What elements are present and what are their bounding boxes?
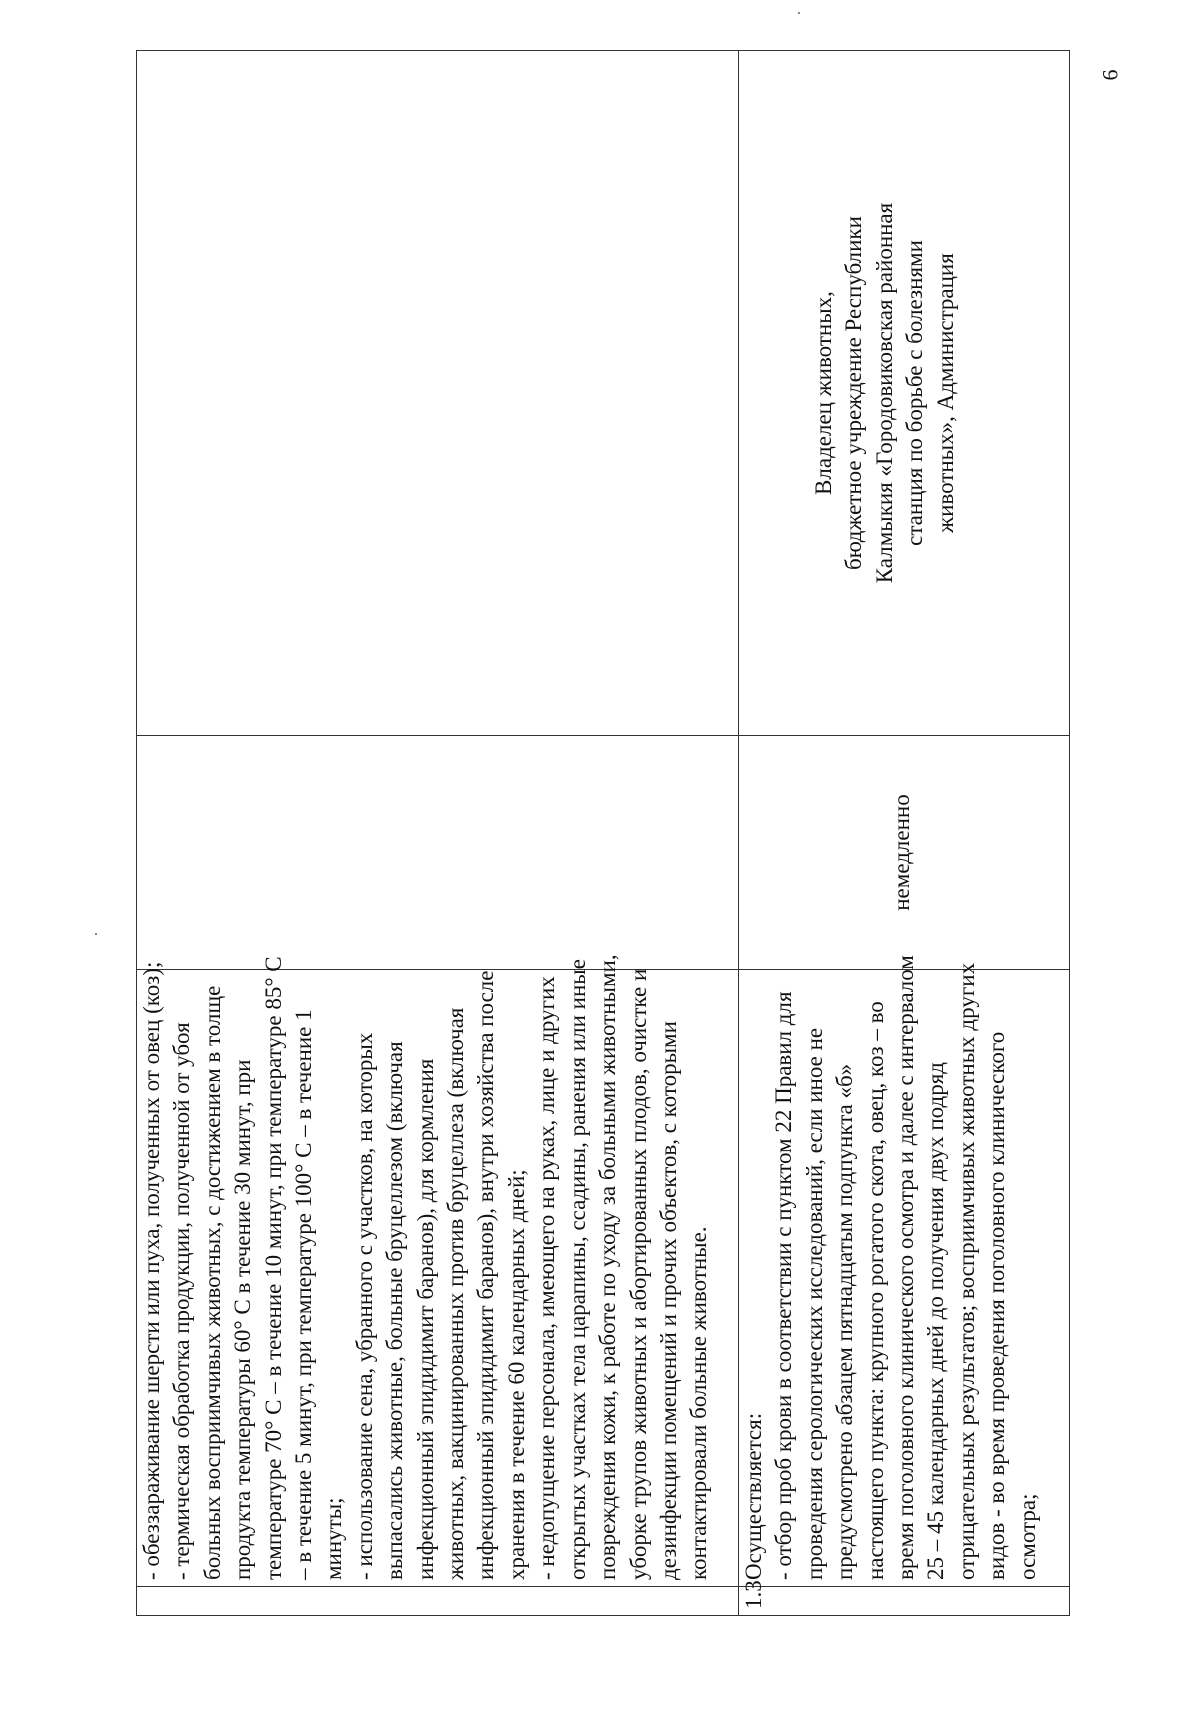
text-line: - обеззараживание шерсти или пуха, полученных от овец (коз); xyxy=(139,961,164,1580)
text-line: осмотра; xyxy=(1014,1493,1040,1580)
term-cell xyxy=(137,736,739,970)
text-line: – в течение 5 минут, при температуре 100° С – в течение 1 xyxy=(291,1009,317,1580)
text-line: животных», Администрация xyxy=(932,253,958,533)
text-line: продукта температуры 60° С в течение 30 минут, при xyxy=(230,1059,256,1580)
text-line: - отбор проб крови в соответствии с пунктом 22 Правил для xyxy=(771,991,797,1580)
text-line: Осуществляется: xyxy=(741,1412,766,1580)
page-number: 6 xyxy=(1097,69,1123,81)
text-line: дезинфекции помещений и прочих объектов, с которыми xyxy=(655,1021,681,1580)
text-line: станция по борьбе с болезнями xyxy=(902,240,928,546)
text-line: температуре 70° С – в течение 10 минут, при температуре 85° С xyxy=(260,956,286,1580)
executors-cell xyxy=(739,51,1070,736)
text-line: настоящего пункта: крупного рогатого скота, овец, коз – во xyxy=(862,1001,888,1580)
item-number-cell: 1.3 xyxy=(739,1587,1070,1616)
scan-speck xyxy=(95,933,97,935)
text-line: контактировали больные животные. xyxy=(686,1226,712,1580)
text-line: минуты; xyxy=(321,1497,347,1580)
text-line: Владелец животных, xyxy=(811,291,836,495)
measures-table xyxy=(136,50,1070,1616)
text-line: - использование сена, убранного с участков, на которых xyxy=(351,1032,377,1580)
executors-cell xyxy=(137,51,739,736)
text-line: 25 – 45 календарных дней до получения двух подряд xyxy=(923,1062,949,1580)
text-line: - термическая обработка продукции, полученной от убоя xyxy=(169,1022,195,1580)
item-number-cell xyxy=(137,1587,739,1616)
rotated-page xyxy=(136,51,1086,1616)
text-line: видов - во время проведения поголовного клинического xyxy=(984,1031,1010,1580)
text-line: животных, вакцинированных против бруцеллеза (включая xyxy=(443,1007,469,1580)
text-line: время поголовного клинического осмотра и далее с интервалом xyxy=(893,955,919,1580)
text-line: инфекционный эпидидимит баранов), внутри хозяйства после xyxy=(473,970,499,1580)
text-line: предусмотрено абзацем пятнадцатым подпункта «б» xyxy=(832,1063,858,1580)
text-line: инфекционный эпидидимит баранов), для кормления xyxy=(412,1058,438,1580)
text-line: Калмыкия «Городовиковская районная xyxy=(871,202,897,584)
term-text: немедленно xyxy=(889,794,914,911)
table-row xyxy=(739,51,1070,1616)
text-line: бюджетное учреждение Республики xyxy=(841,216,867,570)
activity-cell xyxy=(739,955,1070,1587)
text-line: открытых участках тела царапины, ссадины, ранения или иные xyxy=(564,959,590,1580)
text-line: выпасались животные, больные бруцеллезом (включая xyxy=(382,1041,408,1580)
text-line: отрицательных результатов; восприимчивых животных других xyxy=(953,962,979,1580)
text-line: - недопущение персонала, имеющего на руках, лице и других xyxy=(534,976,560,1580)
activity-text xyxy=(137,954,715,1580)
text-line: проведения серологических исследований, если иное не xyxy=(801,1027,827,1580)
text-line: больных восприимчивых животных, с достижением в толще xyxy=(199,985,225,1580)
executors-text xyxy=(809,57,961,729)
text-line: уборке трупов животных и абортированных плодов, очистке и xyxy=(625,968,651,1580)
scan-speck xyxy=(798,12,800,14)
text-line: повреждения кожи, к работе по уходу за больными животными, xyxy=(595,954,621,1580)
text-line: хранения в течение 60 календарных дней; xyxy=(503,1169,529,1580)
table-row xyxy=(137,51,739,1616)
activity-cell xyxy=(137,954,739,1587)
activity-text xyxy=(739,955,1043,1580)
term-cell xyxy=(739,736,1070,970)
